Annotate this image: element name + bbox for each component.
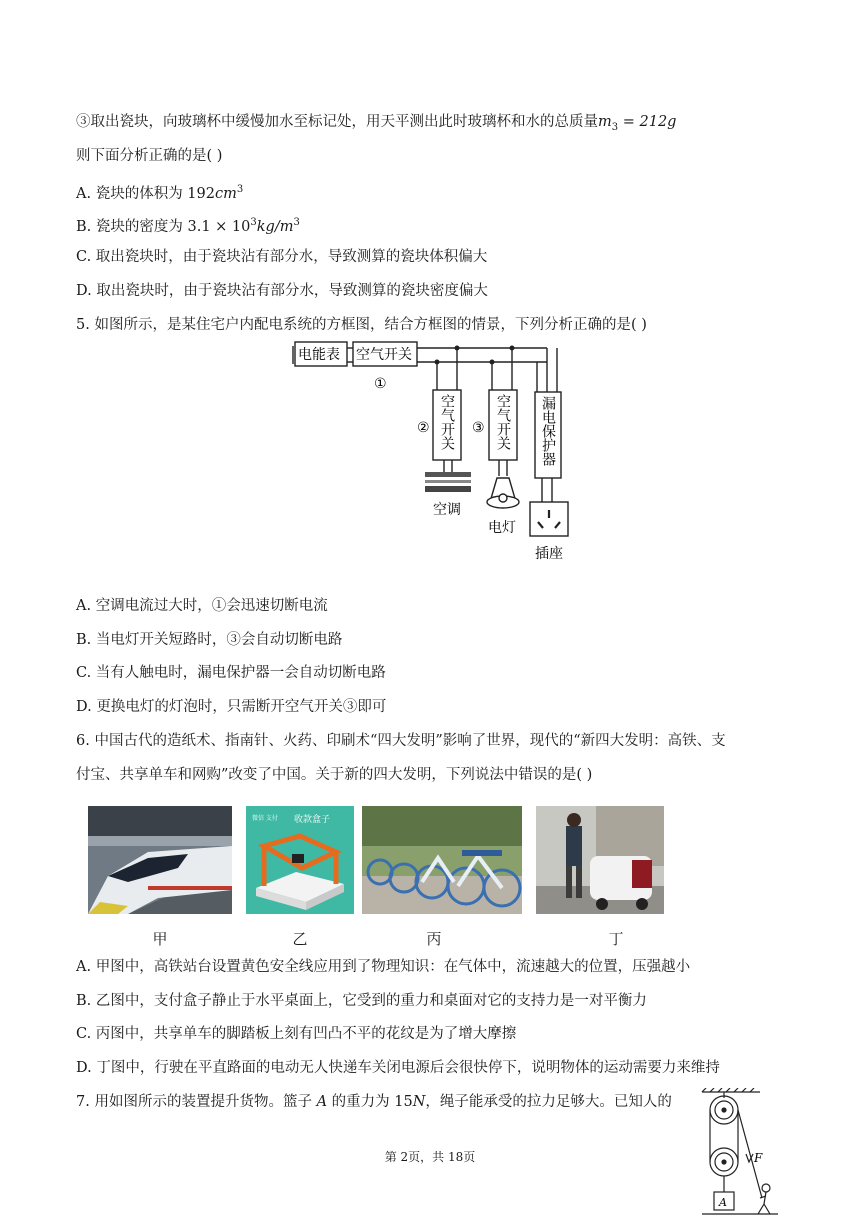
q4-option-a-text: A. 瓷块的体积为 192 [76,185,215,202]
switch-3-number: ③ [472,420,485,436]
mass-value: = 212g [618,114,677,130]
payment-box-label: 收款盒子 [294,815,331,825]
q5-option-a: A. 空调电流过大时，①会迅速切断电流 [76,598,328,614]
photo-payment-box [246,806,354,914]
lamp-label: 电灯 [488,520,516,536]
mass-subscript: 3 [611,121,619,133]
switch-2-label: 空气开关 [439,394,455,450]
q5-option-d: D. 更换电灯的灯泡时，只需断开空气开关③即可 [76,699,387,715]
q4-option-d: D. 取出瓷块时，由于瓷块沾有部分水，导致测算的瓷块密度偏大 [76,283,488,299]
switch-3-label: 空气开关 [495,394,511,450]
q4-option-b-sup2: 3 [293,217,300,228]
q7-stem-part3: ，绳子能承受的拉力足够大。已知人的 [425,1094,672,1110]
payment-box-small-text: 微信 支付 [252,815,278,822]
q5-option-c: C. 当有人触电时，漏电保护器一会自动切断电路 [76,665,386,681]
caption-jia: 甲 [152,930,168,948]
q4-option-b-sup: 3 [250,217,257,228]
q6-stem-line1: 6. 中国古代的造纸术、指南针、火药、印刷术“四大发明”影响了世界，现代的“新四大发明：高铁、支 [76,733,726,749]
caption-ding: 丁 [608,930,624,948]
air-conditioner-icon [425,472,471,492]
q7-basket-symbol: A [316,1094,328,1110]
q6-option-a: A. 甲图中，高铁站台设置黄色安全线应用到了物理知识：在气体中，流速越大的位置，压强越小 [76,959,691,975]
q4-option-a [76,180,243,204]
basket-label: A [719,1196,727,1209]
q4-option-b-text: B. 瓷块的密度为 3.1 × 10 [76,218,251,235]
q7-stem-part1: 7. 用如图所示的装置提升货物。篮子 [76,1094,317,1110]
page-footer: 第 2页，共 18页 [384,1150,476,1164]
circuit-diagram [285,336,585,568]
q4-step3-line [76,112,676,138]
caption-bing: 丙 [426,930,442,948]
q7-unit-symbol: N [412,1094,426,1110]
q7-stem [76,1092,672,1112]
switch-2-number: ② [417,420,430,436]
photo-high-speed-train [88,806,232,914]
q4-option-b [76,213,300,237]
q6-option-b: B. 乙图中，支付盒子静止于水平桌面上，它受到的重力和桌面对它的支持力是一对平衡力 [76,993,647,1009]
lamp-icon [487,478,519,508]
q4-option-b-unit: kg/m [256,218,294,235]
q5-option-b: B. 当电灯开关短路时，③会自动切断电路 [76,632,343,648]
air-conditioner-label: 空调 [433,502,461,518]
q6-option-d: D. 丁图中，行驶在平直路面的电动无人快递车关闭电源后会很快停下，说明物体的运动需要力来维持 [76,1060,720,1076]
q7-stem-part2: 的重力为 15 [327,1094,413,1110]
socket-label: 插座 [535,546,563,562]
mass-symbol: m [598,114,612,130]
q4-option-a-sup: 3 [236,184,244,195]
photo-delivery-robot [536,806,664,914]
q4-step3-text: ③取出瓷块，向玻璃杯中缓慢加水至标记处，用天平测出此时玻璃杯和水的总质量 [76,114,598,130]
force-label: F [754,1151,763,1165]
photo-shared-bikes [362,806,522,914]
q4-option-c: C. 取出瓷块时，由于瓷块沾有部分水，导致测算的瓷块体积偏大 [76,249,488,265]
meter-label: 电能表 [298,347,340,363]
q4-option-a-unit: cm [214,185,237,202]
q4-prompt: 则下面分析正确的是( ) [76,148,223,164]
q6-stem-line2: 付宝、共享单车和网购”改变了中国。关于新的四大发明，下列说法中错误的是( ) [76,767,593,783]
caption-yi: 乙 [292,930,308,948]
q5-stem: 5. 如图所示，是某住宅户内配电系统的方框图，结合方框图的情景，下列分析正确的是( ) [76,317,647,333]
leakage-protector-label: 漏电保护器 [540,396,556,466]
q6-option-c: C. 丙图中，共享单车的脚踏板上刻有凹凸不平的花纹是为了增大摩擦 [76,1026,517,1042]
main-switch-number: ① [374,376,387,392]
main-switch-label: 空气开关 [356,347,412,363]
socket-icon [530,502,568,536]
